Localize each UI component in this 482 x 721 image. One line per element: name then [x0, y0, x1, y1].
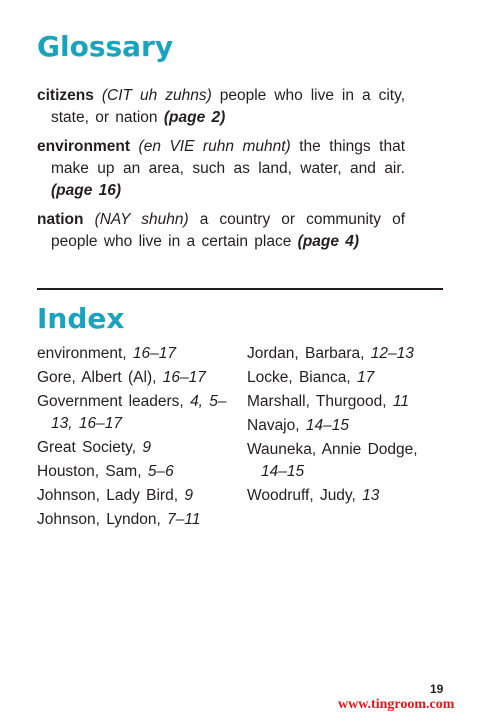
index-item	[37, 509, 237, 531]
index-name: environment,	[37, 345, 127, 362]
index-item	[247, 367, 437, 389]
glossary-entry-nation	[37, 209, 405, 253]
glossary-definition: a country or community of people who live in a certain place	[51, 211, 405, 250]
glossary-pronunciation: (CIT uh zuhns)	[101, 87, 212, 104]
index-item	[37, 391, 237, 435]
glossary-list	[37, 85, 405, 260]
index-column-right	[247, 343, 437, 509]
index-pages: 14–15	[305, 417, 349, 434]
index-pages: 7–11	[167, 511, 201, 528]
glossary-page-ref: (page 2)	[163, 109, 226, 126]
index-name: Government leaders,	[37, 393, 184, 410]
index-pages: 9	[184, 487, 193, 504]
index-name: Great Society,	[37, 439, 137, 456]
index-name: Marshall, Thurgood,	[247, 393, 387, 410]
index-heading: Index	[37, 302, 125, 335]
index-item	[247, 439, 437, 483]
index-pages: 12–13	[370, 345, 414, 362]
index-item	[37, 343, 237, 365]
index-name: Navajo,	[247, 417, 300, 434]
page-number: 19	[430, 682, 444, 696]
glossary-pronunciation: (en VIE ruhn muhnt)	[138, 138, 291, 155]
index-pages: 9	[142, 439, 151, 456]
glossary-entry-environment	[37, 136, 405, 202]
index-item	[247, 391, 437, 413]
index-item	[247, 343, 437, 365]
index-column-left	[37, 343, 237, 533]
index-item	[37, 367, 237, 389]
glossary-definition: the things that make up an area, such as land, water, and air.	[51, 138, 405, 177]
glossary-page-ref: (page 4)	[297, 233, 360, 250]
section-divider	[37, 288, 443, 290]
index-item	[247, 485, 437, 507]
index-name: Houston, Sam,	[37, 463, 142, 480]
glossary-entry-citizens	[37, 85, 405, 129]
index-name: Johnson, Lady Bird,	[37, 487, 179, 504]
glossary-pronunciation: (NAY shuhn)	[94, 211, 189, 228]
index-pages: 16–17	[162, 369, 206, 386]
index-pages: 11	[392, 393, 409, 410]
index-name: Wauneka, Annie Dodge,	[247, 441, 418, 458]
index-name: Johnson, Lyndon,	[37, 511, 161, 528]
watermark-text: www.tingroom.com	[338, 697, 455, 712]
index-pages: 16–17	[132, 345, 177, 362]
glossary-term: citizens	[37, 87, 94, 104]
index-pages: 13	[362, 487, 380, 504]
index-name: Woodruff, Judy,	[247, 487, 356, 504]
glossary-term: nation	[37, 211, 84, 228]
index-pages: 14–15	[261, 463, 305, 480]
index-pages: 17	[357, 369, 375, 386]
index-item	[37, 461, 237, 483]
glossary-definition: people who live in a city, state, or nation	[51, 87, 405, 126]
glossary-heading: Glossary	[37, 30, 174, 63]
index-pages: 4, 5–13, 16–17	[51, 393, 227, 432]
index-name: Locke, Bianca,	[247, 369, 351, 386]
index-item	[247, 415, 437, 437]
index-item	[37, 437, 237, 459]
index-name: Gore, Albert (Al),	[37, 369, 157, 386]
glossary-page-ref: (page 16)	[51, 182, 122, 199]
index-item	[37, 485, 237, 507]
index-name: Jordan, Barbara,	[247, 345, 365, 362]
index-pages: 5–6	[147, 463, 174, 480]
glossary-term: environment	[37, 138, 131, 155]
